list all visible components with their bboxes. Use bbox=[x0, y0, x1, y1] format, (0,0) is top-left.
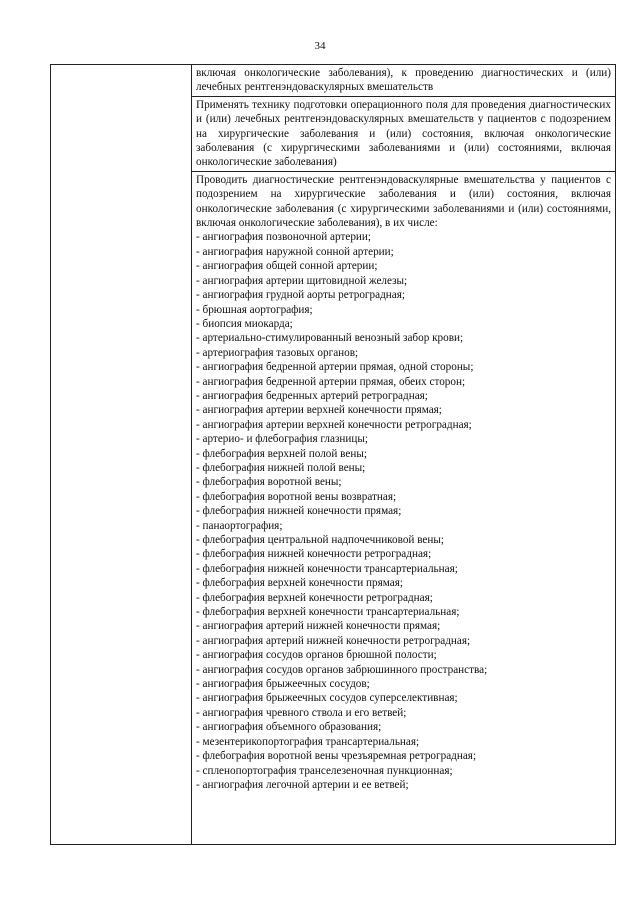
list-item: - ангиография легочной артерии и ее ветвей; bbox=[196, 778, 409, 791]
list-item: - ангиография грудной аорты ретроградная; bbox=[196, 289, 405, 302]
list-item: - флебография верхней конечности прямая; bbox=[196, 577, 403, 590]
list-item: - ангиография артерии верхней конечности прямая; bbox=[196, 404, 442, 417]
list-item: - биопсия миокарда; bbox=[196, 317, 293, 330]
list-item: - ангиография объемного образования; bbox=[196, 721, 382, 734]
page-number: 34 bbox=[314, 40, 326, 52]
list-item: - ангиография бедренной артерии прямая, одной стороны; bbox=[196, 361, 474, 374]
list-item: - брюшная аортография; bbox=[196, 303, 313, 316]
table-row bbox=[192, 65, 615, 97]
list-item: - флебография воротной вены возвратная; bbox=[196, 490, 397, 503]
list-item: - мезентерикопортография трансартериальная; bbox=[196, 735, 420, 748]
list-item: - ангиография бедренной артерии прямая, обеих сторон; bbox=[196, 375, 466, 388]
list-item: - ангиография сосудов органов брюшной полости; bbox=[196, 649, 437, 662]
list-item: - ангиография артерий нижней конечности прямая; bbox=[196, 620, 441, 633]
list-item: - флебография нижней конечности ретроградная; bbox=[196, 548, 432, 561]
list-item: - флебография нижней конечности трансартериальная; bbox=[196, 562, 458, 575]
list-item: - артериография тазовых органов; bbox=[196, 346, 359, 359]
list-item: - ангиография артерии щитовидной железы; bbox=[196, 274, 408, 287]
procedures-list bbox=[196, 230, 611, 792]
list-item: - флебография верхней конечности ретроградная; bbox=[196, 591, 433, 604]
list-item: - флебография центральной надпочечниковой вены; bbox=[196, 534, 445, 546]
list-item: - ангиография общей сонной артерии; bbox=[196, 260, 378, 273]
list-item: - ангиография артерий нижней конечности ретроградная; bbox=[196, 634, 471, 647]
table-row-procedures bbox=[192, 172, 615, 793]
list-item: - флебография воротной вены; bbox=[196, 476, 342, 489]
table-row bbox=[192, 97, 615, 172]
row-text: включая онкологические заболевания), к проведению диагностических и (или) лечебных рентгенэндоваскулярных вмешательств bbox=[196, 67, 611, 94]
list-item: - ангиография брыжеечных сосудов; bbox=[196, 678, 370, 691]
list-item: - артерио- и флебография глазницы; bbox=[196, 433, 368, 446]
list-item: - ангиография сосудов органов забрюшинного пространства; bbox=[196, 663, 488, 676]
list-item: - ангиография брыжеечных сосудов суперселективная; bbox=[196, 692, 458, 705]
competency-table bbox=[50, 64, 616, 845]
list-item: - артериально-стимулированный венозный забор крови; bbox=[196, 332, 464, 345]
list-item: - спленопортография транселезеночная пункционная; bbox=[196, 764, 453, 777]
list-item: - флебография нижней конечности прямая; bbox=[196, 505, 402, 518]
list-item: - панаортография; bbox=[196, 519, 283, 532]
list-item: - флебография верхней полой вены; bbox=[196, 447, 367, 460]
list-item: - ангиография позвоночной артерии; bbox=[196, 231, 371, 244]
list-item: - ангиография артерии верхней конечности ретроградная; bbox=[196, 418, 472, 431]
list-item: - флебография воротной вены чрезъяремная ретроградная; bbox=[196, 750, 477, 763]
procedures-intro: Проводить диагностические рентгенэндоваскулярные вмешательства у пациентов с подозрением на хирургические заболевания и (или) состояния, включая онкологические заболевания (с хирургическими заболеваниями и (или) состояниями, включая онкологические заболевания), в их числе: bbox=[196, 173, 611, 230]
row-text: Применять технику подготовки операционного поля для проведения диагностических и (или) лечебных рентгенэндоваскулярных вмешательств у пациентов с подозрением на хирургические заболевания и (или) состояния, включая онкологические заболевания (с хирургическими заболеваниями и (или) состояниями, включая онкологические заболевания) bbox=[196, 98, 611, 169]
actions-column bbox=[192, 65, 615, 844]
list-item: - ангиография чревного ствола и его ветвей; bbox=[196, 706, 407, 719]
list-item: - ангиография наружной сонной артерии; bbox=[196, 245, 394, 258]
list-item: - ангиография бедренных артерий ретроградная; bbox=[196, 389, 428, 402]
list-item: - флебография нижней полой вены; bbox=[196, 461, 366, 474]
list-item: - флебография верхней конечности трансартериальная; bbox=[196, 606, 460, 619]
